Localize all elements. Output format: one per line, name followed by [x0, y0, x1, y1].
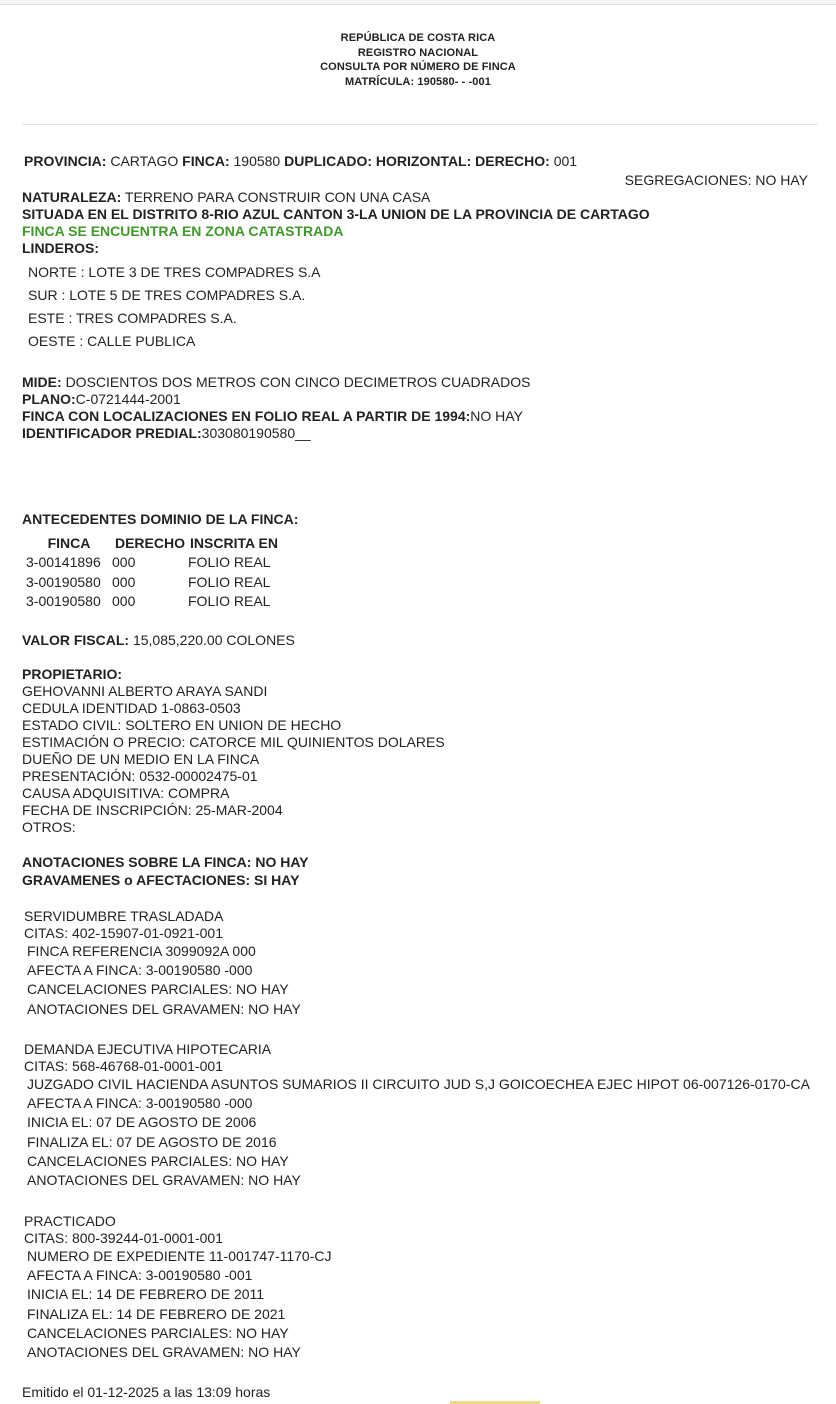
finca-value: 190580: [233, 153, 281, 169]
table-row: [26, 572, 280, 592]
naturaleza-value: TERRENO PARA CONSTRUIR CON UNA CASA: [124, 189, 431, 205]
provincia-value: CARTAGO: [110, 153, 179, 169]
cell-inscrita: FOLIO REAL: [188, 593, 271, 610]
valor-fiscal-value: 15,085,220.00 COLONES: [132, 632, 295, 648]
folio-value: NO HAY: [470, 408, 523, 424]
gravamen-citas: CITAS: 568-46768-01-0001-001: [24, 1058, 223, 1074]
gravamen-citas: CITAS: 800-39244-01-0001-001: [24, 1230, 223, 1246]
gravamen-detail: AFECTA A FINCA: 3-00190580 -000: [27, 1095, 253, 1112]
gravamen-detail: CANCELACIONES PARCIALES: NO HAY: [27, 1324, 289, 1341]
gravamen-title: DEMANDA EJECUTIVA HIPOTECARIA: [24, 1041, 272, 1057]
linderos-list: [28, 264, 321, 356]
folio-label: FINCA CON LOCALIZACIONES EN FOLIO REAL A PARTIR DE 1994:: [22, 408, 471, 424]
finca-label: FINCA:: [182, 153, 230, 169]
predial-label: IDENTIFICADOR PREDIAL:: [22, 425, 202, 441]
propietario-dueno: DUEÑO DE UN MEDIO EN LA FINCA: [22, 751, 260, 767]
duplicado-label: DUPLICADO: HORIZONTAL: DERECHO:: [284, 153, 550, 169]
gravamen-detail: AFECTA A FINCA: 3-00190580 -000: [27, 962, 253, 979]
gravamenes-line: GRAVAMENES o AFECTACIONES: SI HAY: [22, 872, 300, 888]
col-derecho: DERECHO: [114, 534, 185, 551]
antecedentes-table: [26, 533, 280, 611]
gravamen-detail: INICIA EL: 14 DE FEBRERO DE 2011: [27, 1286, 265, 1303]
propietario-estado-civil: ESTADO CIVIL: SOLTERO EN UNION DE HECHO: [22, 717, 342, 733]
table-row: [26, 553, 280, 573]
gravamen-detail: FINALIZA EL: 14 DE FEBRERO DE 2021: [27, 1305, 286, 1322]
header-line-registro: REGISTRO NACIONAL: [357, 46, 479, 59]
gravamen-detail: CANCELACIONES PARCIALES: NO HAY: [27, 981, 289, 998]
segregaciones: SEGREGACIONES: NO HAY: [624, 172, 808, 188]
cell-finca: 3-00190580: [26, 573, 101, 590]
predial-value: 303080190580__: [201, 425, 311, 441]
mide-value: DOSCIENTOS DOS METROS CON CINCO DECIMETROS CUADRADOS: [65, 374, 531, 390]
lindero-este: ESTE : TRES COMPADRES S.A.: [28, 310, 237, 326]
linderos-label: LINDEROS:: [22, 240, 99, 256]
gravamen-title: SERVIDUMBRE TRASLADADA: [24, 908, 224, 924]
gravamen-detail: ANOTACIONES DEL GRAVAMEN: NO HAY: [27, 1171, 301, 1188]
top-bar: [0, 0, 836, 5]
propietario-fecha: FECHA DE INSCRIPCIÓN: 25-MAR-2004: [22, 802, 283, 818]
mide-label: MIDE:: [22, 374, 62, 390]
propietario-details: [22, 683, 445, 836]
gravamen-practicado: [24, 1213, 331, 1363]
table-row: [26, 592, 280, 612]
cell-finca: 3-00141896: [26, 554, 101, 571]
plano-line: [22, 391, 181, 408]
cell-inscrita: FOLIO REAL: [188, 554, 271, 571]
antecedentes-header-row: [26, 533, 280, 553]
derecho-value: 001: [553, 153, 578, 169]
gravamen-demanda: [24, 1041, 810, 1191]
anotaciones-line: ANOTACIONES SOBRE LA FINCA: NO HAY: [22, 854, 309, 870]
folio-line: [22, 408, 523, 425]
header-line-republica: REPÚBLICA DE COSTA RICA: [340, 32, 496, 44]
cell-derecho: 000: [112, 593, 136, 610]
header-line-consulta: CONSULTA POR NÚMERO DE FINCA: [320, 61, 516, 73]
propietario-nombre: GEHOVANNI ALBERTO ARAYA SANDI: [22, 683, 268, 699]
cell-derecho: 000: [112, 573, 136, 590]
predial-line: [22, 425, 311, 442]
catastrada-line: FINCA SE ENCUENTRA EN ZONA CATASTRADA: [22, 223, 344, 239]
plano-label: PLANO:: [22, 391, 76, 407]
gravamen-detail: FINCA REFERENCIA 3099092A 000: [27, 943, 256, 959]
gravamen-detail: INICIA EL: 07 DE AGOSTO DE 2006: [27, 1114, 257, 1131]
gravamen-servidumbre: [24, 908, 301, 1020]
plano-value: C-0721444-2001: [75, 391, 181, 407]
lindero-sur: SUR : LOTE 5 DE TRES COMPADRES S.A.: [28, 287, 306, 303]
propietario-label: PROPIETARIO:: [22, 666, 123, 682]
naturaleza-line: [22, 189, 430, 206]
propietario-otros: OTROS:: [22, 819, 76, 835]
finca-summary-line: [24, 153, 577, 170]
lindero-norte: NORTE : LOTE 3 DE TRES COMPADRES S.A: [28, 264, 321, 280]
gravamen-detail: CANCELACIONES PARCIALES: NO HAY: [27, 1152, 289, 1169]
valor-fiscal-line: [22, 632, 295, 649]
header-divider: [22, 124, 818, 125]
gravamen-detail: AFECTA A FINCA: 3-00190580 -001: [27, 1267, 253, 1284]
mide-line: [22, 374, 530, 391]
antecedentes-title: ANTECEDENTES DOMINIO DE LA FINCA:: [22, 511, 299, 527]
valor-fiscal-label: VALOR FISCAL:: [22, 632, 130, 648]
gravamen-detail: ANOTACIONES DEL GRAVAMEN: NO HAY: [27, 1343, 301, 1360]
propietario-cedula: CEDULA IDENTIDAD 1-0863-0503: [22, 700, 241, 716]
gravamen-detail: NUMERO DE EXPEDIENTE 11-001747-1170-CJ: [27, 1248, 332, 1264]
cell-finca: 3-00190580: [26, 593, 101, 610]
col-inscrita: INSCRITA EN: [190, 534, 278, 551]
gravamen-detail: ANOTACIONES DEL GRAVAMEN: NO HAY: [27, 1000, 301, 1017]
naturaleza-label: NATURALEZA:: [22, 189, 122, 205]
gravamen-citas: CITAS: 402-15907-01-0921-001: [24, 925, 223, 941]
gravamen-detail: JUZGADO CIVIL HACIENDA ASUNTOS SUMARIOS II CIRCUITO JUD S,J GOICOECHEA EJEC HIPOT 06-007126-0170-CA: [27, 1076, 810, 1092]
propietario-presentacion: PRESENTACIÓN: 0532-00002475-01: [22, 768, 258, 784]
provincia-label: PROVINCIA:: [24, 153, 107, 169]
cell-inscrita: FOLIO REAL: [188, 573, 271, 590]
propietario-estimacion: ESTIMACIÓN O PRECIO: CATORCE MIL QUINIENTOS DOLARES: [22, 734, 445, 750]
gravamen-detail: FINALIZA EL: 07 DE AGOSTO DE 2016: [27, 1133, 277, 1150]
cell-derecho: 000: [112, 554, 136, 571]
col-finca: FINCA: [47, 534, 91, 551]
document-header: [0, 31, 836, 89]
propietario-causa: CAUSA ADQUISITIVA: COMPRA: [22, 785, 230, 801]
situada-line: SITUADA EN EL DISTRITO 8-RIO AZUL CANTON 3-LA UNION DE LA PROVINCIA DE CARTAGO: [22, 206, 650, 222]
emitido-line: Emitido el 01-12-2025 a las 13:09 horas: [22, 1384, 271, 1400]
header-line-matricula: MATRÍCULA: 190580- - -001: [345, 75, 491, 88]
gravamen-title: PRACTICADO: [24, 1213, 116, 1229]
lindero-oeste: OESTE : CALLE PUBLICA: [28, 333, 196, 349]
